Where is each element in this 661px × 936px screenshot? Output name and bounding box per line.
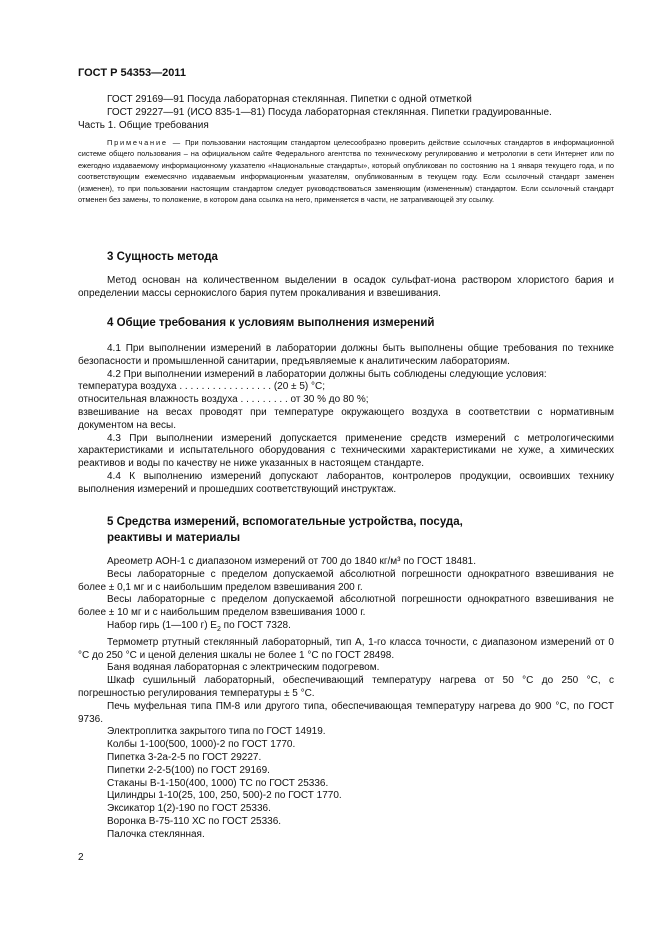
list-item: Колбы 1-100(500, 1000)-2 по ГОСТ 1770. [107, 739, 296, 751]
condition-humidity: относительная влажность воздуха . . . . . . . . . от 30 % до 80 %; [78, 394, 369, 406]
condition-temperature: температура воздуха . . . . . . . . . . . . . . . . . (20 ± 5) °C; [78, 381, 325, 393]
paragraph-4-4: 4.4 К выполнению измерений допускают лаборантов, контролеров продукции, освоивших технику выполнения измерений и прошедших соответствующий инструктаж. [78, 470, 614, 495]
list-item: Баня водяная лабораторная с электрическим подогревом. [107, 662, 380, 674]
section-3-body [78, 275, 614, 301]
list-item: Палочка стеклянная. [107, 828, 205, 840]
paragraph-4-2: 4.2 При выполнении измерений в лаборатории должны быть соблюдены следующие условия: [107, 368, 547, 380]
references-block [78, 94, 614, 132]
paragraph-4-3: 4.3 При выполнении измерений допускается применение средств измерений с метрологическими характеристиками и испытательного оборудования с техническими характеристиками не хуже, а химических реактивов и воды по качеству не ниже указанных в настоящем стандарте. [78, 432, 614, 470]
list-item: Пипетки 2-2-5(100) по ГОСТ 29169. [107, 764, 270, 776]
list-item: Шкаф сушильный лабораторный, обеспечивающий температуру нагрева от 50 °C до 250 °C, с погрешностью регулирования температуры ± 5 °C. [78, 675, 614, 699]
reference-item: ГОСТ 29169—91 Посуда лабораторная стеклянная. Пипетки с одной отметкой [107, 94, 472, 105]
reference-item: ГОСТ 29227—91 (ИСО 835-1—81) Посуда лабораторная стеклянная. Пипетки градуированные. [107, 106, 552, 118]
section-5-body [78, 556, 614, 842]
list-item: Стаканы В-1-150(400, 1000) ТС по ГОСТ 25336. [107, 777, 329, 789]
list-item: Цилиндры 1-10(25, 100, 250, 500)-2 по ГОСТ 1770. [107, 790, 342, 802]
note-text: При пользовании настоящим стандартом целесообразно проверить действие ссылочных стандартов в информационной системе общего пользования – на официальном сайте Федерального агентства по техническому регулированию и метрологии в сети Интернет или по ежегодно издаваемому информационному указателю «Национальные стандарты», который опубликован по состоянию на 1 января текущего года, и по соответствующим ежемесячно издаваемым информационным указателям, опубликованным в текущем году. Если ссылочный стандарт заменен (изменен), то при пользовании настоящим стандартом следует руководствоваться заменяющим (измененным) стандартом. Если ссылочный стандарт отменен без замены, то положение, в котором дана ссылка на него, применяется в части, не затрагивающей эту ссылку. [78, 138, 614, 205]
paragraph: Метод основан на количественном выделении в осадок сульфат-иона раствором хлористого бария и определении массы сернокислого бария путем прокаливания и взвешивания. [78, 275, 614, 299]
list-item: Печь муфельная типа ПМ-8 или другого типа, обеспечивающая температуру нагрева до 900 °C, по ГОСТ 9736. [78, 700, 614, 725]
paragraph-4-1: 4.1 При выполнении измерений в лаборатории должны быть выполнены общие требования по технике безопасности и промышленной санитарии, предъявляемые к аналитическим лабораториям. [78, 343, 614, 367]
note-block [78, 137, 614, 205]
list-item: Ареометр АОН-1 с диапазоном измерений от 700 до 1840 кг/м³ по ГОСТ 18481. [107, 556, 476, 567]
list-item: Пипетка 3-2а-2-5 по ГОСТ 29227. [107, 751, 262, 763]
section-3-title: 3 Сущность метода [107, 251, 218, 263]
weighing-condition: взвешивание на весах проводят при температуре окружающего воздуха в соответствии с нормативным документом на весы. [78, 406, 614, 431]
list-item: Воронка В-75-110 ХС по ГОСТ 25336. [107, 815, 282, 827]
section-4-title: 4 Общие требования к условиям выполнения измерений [107, 317, 435, 329]
section-4-body [78, 343, 614, 497]
list-item-weights: Набор гирь (1—100 г) $Е_2$ по ГОСТ 7328. [107, 619, 291, 633]
list-item: Весы лабораторные с пределом допускаемой абсолютной погрешности однократного взвешивания не более ± 0,1 мг и с наибольшим пределом взвешивания 200 г. [78, 568, 614, 593]
list-item: Термометр ртутный стеклянный лабораторный, тип А, 1-го класса точности, с диапазоном измерений от 0 °C до 250 °C и ценой деления шкалы не более 1 °C по ГОСТ 28498. [78, 636, 614, 661]
reference-item: Часть 1. Общие требования [78, 119, 209, 131]
list-item: Электроплитка закрытого типа по ГОСТ 14919. [107, 726, 326, 738]
note-label: Примечание — [107, 138, 182, 147]
list-item: Эксикатор 1(2)-190 по ГОСТ 25336. [107, 803, 271, 815]
list-item: Весы лабораторные с пределом допускаемой абсолютной погрешности однократного взвешивания не более ± 10 мг и с наибольшим пределом взвешивания 1000 г. [78, 594, 614, 619]
document-code: ГОСТ Р 54353—2011 [78, 67, 186, 79]
page-number: 2 [78, 852, 84, 863]
section-5-title: 5 Средства измерений, вспомогательные устройства, посуда, реактивы и материалы [107, 516, 463, 544]
